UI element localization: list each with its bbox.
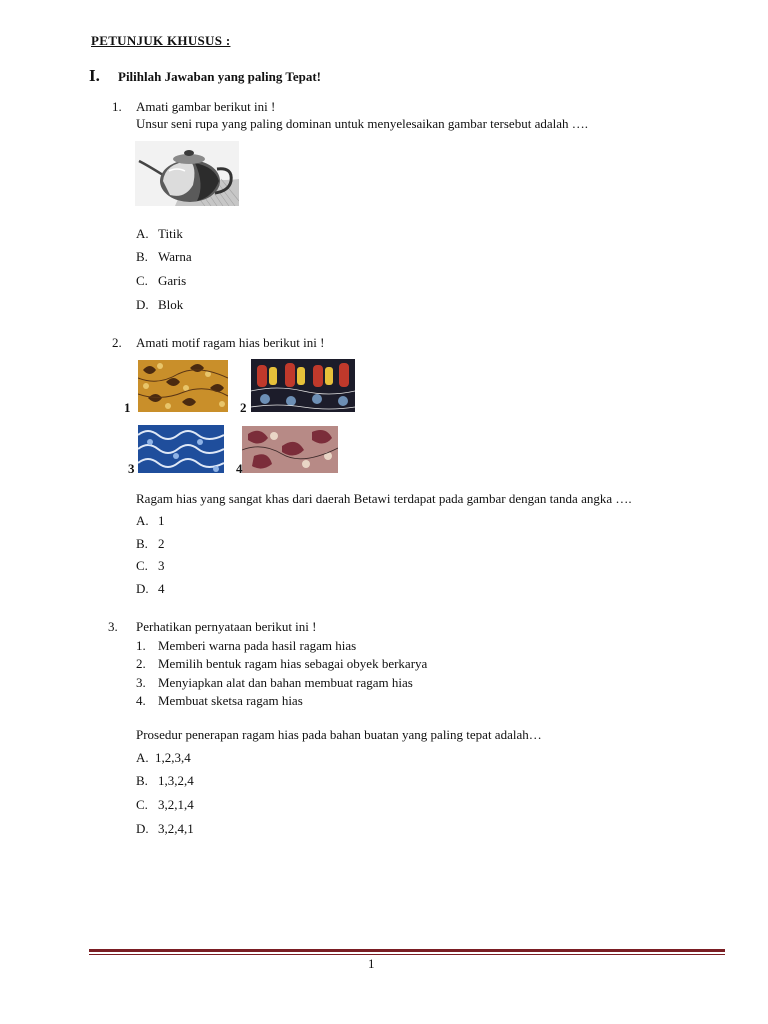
batik-label-4: 4 <box>236 461 243 476</box>
q3-option-c-letter: C. <box>136 797 148 812</box>
q1-option-a-text: Titik <box>158 226 183 241</box>
batik-label-1: 1 <box>124 400 131 415</box>
batik-label-2: 2 <box>240 400 247 415</box>
q1-option-b-text: Warna <box>158 249 192 264</box>
teapot-sketch-image <box>135 141 239 206</box>
footer-rule-thick <box>89 949 725 952</box>
q2-option-b-letter: B. <box>136 536 148 551</box>
q3-statement-3-text: Menyiapkan alat dan bahan membuat ragam hias <box>158 675 413 690</box>
batik-image-1 <box>138 360 228 412</box>
q3-option-c-text: 3,2,1,4 <box>158 797 194 812</box>
q1-option-d-text: Blok <box>158 297 184 312</box>
q2-option-a-letter: A. <box>136 513 149 528</box>
batik-image-3 <box>138 425 224 473</box>
q2-option-c-text: 3 <box>158 558 165 573</box>
q2-option-a-text: 1 <box>158 513 165 528</box>
q3-statement-1-text: Memberi warna pada hasil ragam hias <box>158 638 357 653</box>
q3-statement-2-text: Memilih bentuk ragam hias sebagai obyek berkarya <box>158 656 428 671</box>
q2-question: Ragam hias yang sangat khas dari daerah Betawi terdapat pada gambar dengan tanda angka …. <box>136 491 632 506</box>
q2-option-d-text: 4 <box>158 581 165 596</box>
section-numeral: I. <box>89 66 100 85</box>
q3-statement-1-number: 1. <box>136 638 146 653</box>
q2-number: 2. <box>112 335 122 350</box>
q3-number: 3. <box>108 619 118 634</box>
q3-statement-2-number: 2. <box>136 656 146 671</box>
q1-option-c-text: Garis <box>158 273 187 288</box>
q2-option-b-text: 2 <box>158 536 165 551</box>
q2-option-c-letter: C. <box>136 558 148 573</box>
q2-prompt: Amati motif ragam hias berikut ini ! <box>136 335 325 350</box>
batik-image-4 <box>242 426 338 473</box>
q3-option-a-text: 1,2,3,4 <box>155 750 191 765</box>
q3-statement-4-number: 4. <box>136 693 146 708</box>
footer-rule-thin <box>89 954 725 955</box>
q1-option-a-letter: A. <box>136 226 149 241</box>
q3-option-b-letter: B. <box>136 773 148 788</box>
q3-prompt: Perhatikan pernyataan berikut ini ! <box>136 619 317 634</box>
q1-option-d-letter: D. <box>136 297 149 312</box>
q1-option-b-letter: B. <box>136 249 148 264</box>
q3-option-d-letter: D. <box>136 821 149 836</box>
q3-option-a-letter: A. <box>136 750 149 765</box>
q3-option-d-text: 3,2,4,1 <box>158 821 194 836</box>
page-number: 1 <box>368 956 375 971</box>
batik-label-3: 3 <box>128 461 135 476</box>
q3-question: Prosedur penerapan ragam hias pada bahan buatan yang paling tepat adalah… <box>136 727 542 742</box>
batik-image-2 <box>251 359 355 412</box>
q1-question: Unsur seni rupa yang paling dominan untuk menyelesaikan gambar tersebut adalah …. <box>136 116 588 131</box>
section-instruction: Pilihlah Jawaban yang paling Tepat! <box>118 69 322 84</box>
q3-statement-4-text: Membuat sketsa ragam hias <box>158 693 303 708</box>
q1-number: 1. <box>112 99 122 114</box>
q3-option-b-text: 1,3,2,4 <box>158 773 194 788</box>
q1-prompt: Amati gambar berikut ini ! <box>136 99 276 114</box>
q1-option-c-letter: C. <box>136 273 148 288</box>
page-heading: PETUNJUK KHUSUS : <box>91 33 231 48</box>
q2-option-d-letter: D. <box>136 581 149 596</box>
q3-statement-3-number: 3. <box>136 675 146 690</box>
